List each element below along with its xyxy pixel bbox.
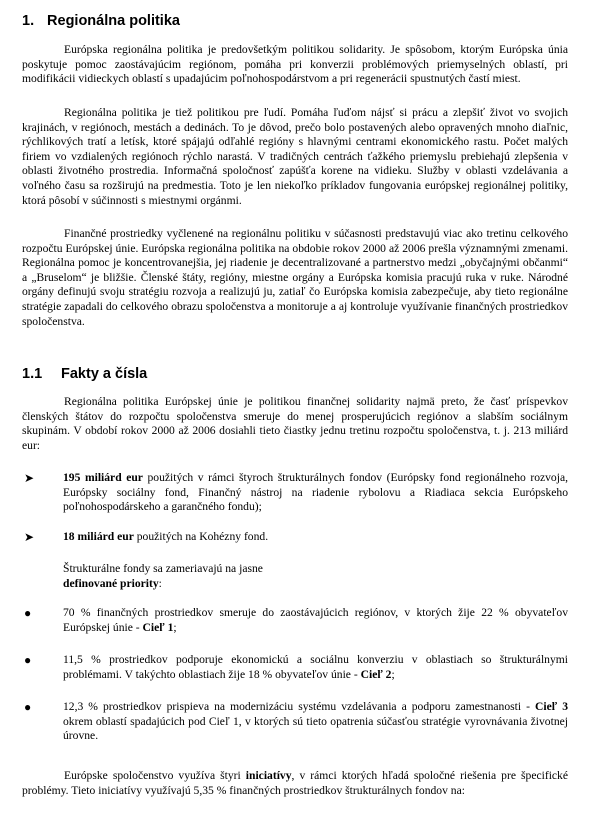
item-text: 11,5 % prostriedkov podporuje ekonomickú a sociálnu konverziu v oblastiach so štrukturálnymi problémami. V takýchto oblastiach žije 18 % obyvateľov únie - — [63, 653, 568, 681]
paragraph-text: Regionálna politika Európskej únie je politikou finančnej solidarity najmä preto, že časť príspevkov členských štátov do rozpočtu spoločenstva smeruje do menej prosperujúcich regiónov a slabším sociálnym skupinám. V období rokov 2000 až 2006 dosiahli tieto čiastky jednu tretinu rozpočtu spoločenstva, t. j. 213 miliárd eur: — [22, 395, 568, 452]
dot-bullet-icon: ● — [24, 700, 32, 714]
item-text: použitých na Kohézny fond. — [133, 530, 269, 543]
section-heading-1 — [22, 13, 180, 29]
list-item — [22, 606, 568, 635]
item-tail: okrem oblastí spadajúcich pod Cieľ 1, v ktorých sú tieto opatrenia súčasťou stratégie vyrovnávania životnej úrovne. — [63, 714, 568, 743]
paragraph-text: Regionálna politika je tiež politikou pre ľudí. Pomáha ľuďom nájsť si prácu a zlepšiť život vo svojich krajinách, v regiónoch, mestách a dedinách. To je dôvod, prečo bolo postavených alebo opravených mnoho diaľnic, rýchlikových tratí a letísk, ktoré spájajú odľahlé regióny s hlavnými centrami ekonomického rastu. Počet malých firiem vo vzdialených regiónoch rýchlo narastá. V tradičných centrách ťažkého priemyslu prebiehajú zlepšenia v oblasti životného prostredia. Informačná spoločnosť zapúšťa korene na vidieku. Služby v oblasti vzdelávania a voľného času sa rozširujú na predmestia. Toto je len niekoľko príkladov fungovania európskej regionálnej politiky, ktorá pôsobí v súčinnosti s miestnymi orgánmi. — [22, 106, 568, 207]
facts-paragraph — [22, 395, 568, 453]
item-bold: Cieľ 3 — [535, 700, 568, 713]
list-item — [22, 653, 568, 682]
item-bold: 195 miliárd eur — [63, 471, 143, 484]
list-item — [22, 471, 568, 515]
closing-paragraph — [22, 769, 568, 798]
arrow-bullet-icon: ➤ — [24, 530, 35, 544]
section-heading-1-1 — [22, 366, 147, 382]
item-tail: ; — [391, 667, 395, 681]
item-text: použitých v rámci štyroch štrukturálnych fondov (Európsky fond regionálneho rozvoja, Európsky sociálny fond, Finančný nástroj na riadenie rybolovu a Riadiaca sekcia Európskeho poľnohospodárskeho a garančného fondu); — [63, 471, 568, 514]
section-number: 1. — [22, 13, 35, 29]
item-bold: 18 miliárd eur — [63, 530, 134, 543]
item-bold: Cieľ 1 — [142, 620, 174, 634]
section-number: 1.1 — [22, 366, 43, 382]
paragraph-text — [22, 769, 568, 798]
list-item — [22, 700, 568, 744]
section-title: Regionálna politika — [47, 13, 180, 29]
intro-paragraph-3 — [22, 227, 568, 329]
priorities-intro — [22, 562, 568, 591]
priorities-label — [63, 577, 568, 592]
closing-post: , v rámci ktorých hľadá spoločné riešenia pre špecifické problémy. Tieto iniciatívy využívajú 5,35 % finančných prostriedkov štrukturálnych fondov na: — [22, 769, 568, 797]
arrow-bullet-icon: ➤ — [24, 471, 35, 485]
priorities-line: Štrukturálne fondy sa zameriavajú na jasne — [63, 562, 263, 575]
closing-pre: Európske spoločenstvo využíva štyri — [64, 769, 246, 782]
section-title: Fakty a čísla — [61, 366, 148, 382]
item-tail: ; — [173, 620, 177, 634]
list-item — [22, 530, 568, 545]
dot-bullet-icon: ● — [24, 653, 32, 667]
item-text: 70 % finančných prostriedkov smeruje do zaostávajúcich regiónov, v ktorých žije 22 % obyvateľov Európskej únie - — [63, 606, 568, 634]
priorities-bold: definované priority — [63, 576, 159, 590]
item-bold: Cieľ 2 — [360, 667, 392, 681]
item-text: 12,3 % prostriedkov prispieva na modernizáciu systému vzdelávania a podporu zamestnanosti - — [63, 700, 535, 713]
dot-bullet-icon: ● — [24, 606, 32, 620]
intro-paragraph-2 — [22, 106, 568, 208]
closing-bold: iniciatívy — [245, 769, 292, 782]
paragraph-text: Európska regionálna politika je predovšetkým politikou solidarity. Je spôsobom, ktorým Európska únia poskytuje pomoc zaostávajúcim regiónom, pomáha pri konverzii problémových priemyselných oblastí, pri modifikácii vidieckych oblastí s upadajúcim poľnohospodárstvom a pri regenerácii spustnutých častí miest. — [22, 43, 568, 86]
paragraph-text: Finančné prostriedky vyčlenené na regionálnu politiku v súčasnosti predstavujú viac ako tretinu celkového rozpočtu Európskej únie. Európska regionálna politika na obdobie rokov 2000 až 2006 prešla významnými zmenami. Regionálna pomoc je koncentrovanejšia, jej riadenie je decentralizované a partnerstvo medzi „obyčajnými občanmi“ a „Bruselom“ je bližšie. Členské štáty, regióny, miestne orgány a Európska komisia pracujú ruka v ruke. Národné orgány definujú svoju stratégiu rozvoja a realizujú ju, zatiaľ čo Európska komisia zabezpečuje, aby tieto regionálne stratégie zapadali do celkového obrazu spoločenstva a monitoruje a aj kontroluje využívanie finančných prostriedkov spoločenstva. — [22, 227, 568, 328]
intro-paragraph-1 — [22, 43, 568, 87]
priorities-tail: : — [158, 576, 162, 590]
